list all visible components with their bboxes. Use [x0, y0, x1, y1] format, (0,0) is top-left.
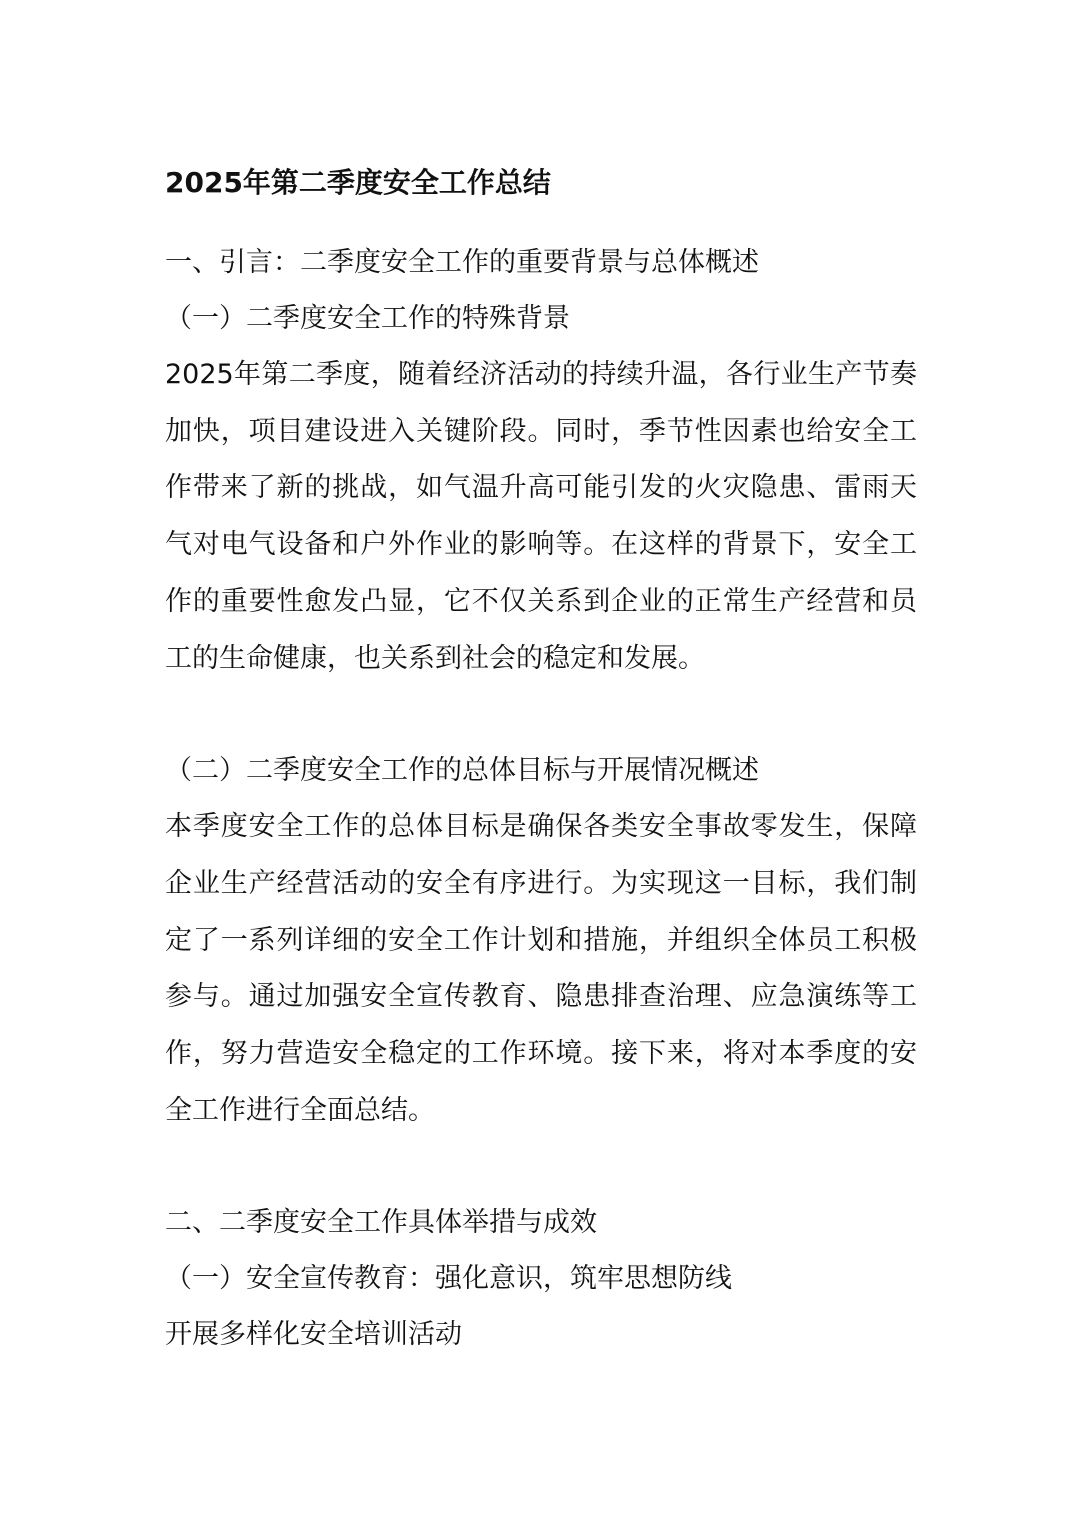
- paragraph-spacer: [165, 1139, 917, 1195]
- section-2-1-item: 开展多样化安全培训活动: [165, 1319, 462, 1351]
- section-2-1-heading: （一）安全宣传教育：强化意识，筑牢思想防线: [165, 1263, 732, 1295]
- section-1-heading: 一、引言：二季度安全工作的重要背景与总体概述: [165, 247, 759, 278]
- section-1-2-paragraph: 本季度安全工作的总体目标是确保各类安全事故零发生，保障企业生产经营活动的安全有序进行。为实现这一目标，我们制定了一系列详细的安全工作计划和措施，并组织全体员工积极参与。通过加强安全宣传教育、隐患排查治理、应急演练等工作，努力营造安全稳定的工作环境。接下来，将对本季度的安全工作进行全面总结。: [165, 811, 917, 1126]
- section-1-1-paragraph: 2025年第二季度，随着经济活动的持续升温，各行业生产节奏加快，项目建设进入关键阶段。同时，季节性因素也给安全工作带来了新的挑战，如气温升高可能引发的火灾隐患、雷雨天气对电气设备和户外作业的影响等。在这样的背景下，安全工作的重要性愈发凸显，它不仅关系到企业的正常生产经营和员工的生命健康，也关系到社会的稳定和发展。: [165, 359, 917, 674]
- section-1-1-heading: （一）二季度安全工作的特殊背景: [165, 303, 570, 334]
- document-body: [165, 155, 917, 1363]
- section-2-heading: 二、二季度安全工作具体举措与成效: [165, 1207, 597, 1239]
- document-title: 2025年第二季度安全工作总结: [165, 166, 551, 199]
- section-1-2-heading: （二）二季度安全工作的总体目标与开展情况概述: [165, 755, 759, 787]
- paragraph-spacer: [165, 687, 917, 743]
